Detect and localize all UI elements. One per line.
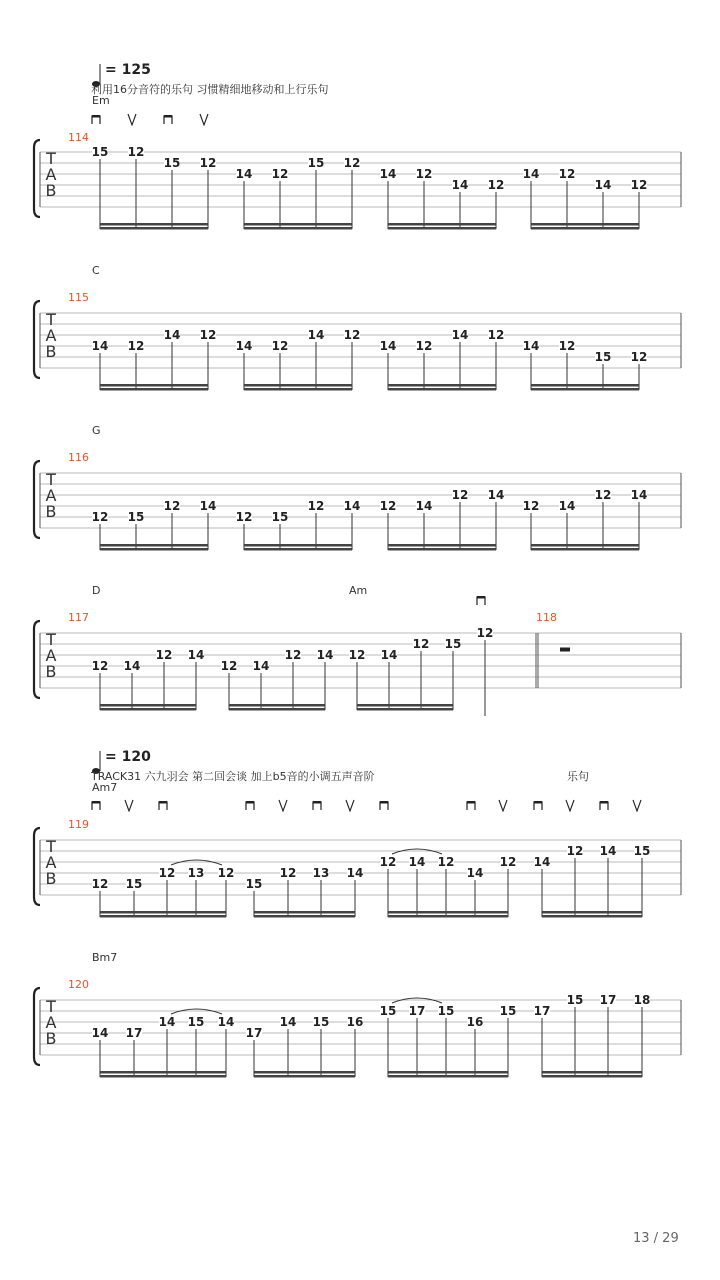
measure-number: 114 [68,131,89,144]
fret-number: 12 [284,648,302,662]
measure-number: 118 [536,611,557,624]
tab-staff [0,132,720,242]
annotation-text: 乐句 [567,770,589,783]
fret-number: 12 [91,659,109,673]
fret-number: 14 [199,499,217,513]
fret-number: 12 [558,339,576,353]
beam [531,384,639,387]
beam [100,223,208,226]
upstroke-icon [128,114,136,125]
beam [531,544,639,547]
beam [100,704,196,707]
staff-bracket [34,301,40,378]
fret-number: 14 [252,659,270,673]
fret-number: 12 [91,510,109,524]
beam [388,548,496,551]
fret-number: 16 [346,1015,364,1029]
staff-bracket [34,988,40,1065]
fret-number: 12 [235,510,253,524]
downstroke-bar [467,801,475,804]
downstroke-bar [380,801,388,804]
fret-number: 12 [630,178,648,192]
tab-clef-a: A [45,1013,57,1032]
fret-number: 14 [379,167,397,181]
chord-symbol: D [92,584,101,597]
beam [244,223,352,226]
fret-number: 14 [158,1015,176,1029]
fret-number: 15 [379,1004,397,1018]
fret-number: 12 [271,167,289,181]
fret-number: 12 [163,499,181,513]
fret-number: 12 [199,328,217,342]
tab-clef-a: A [45,853,57,872]
tab-clef-a: A [45,646,57,665]
tab-clef-a: A [45,326,57,345]
tab-clef-b: B [45,342,57,361]
measure-number: 117 [68,611,89,624]
fret-number: 14 [415,499,433,513]
beam [229,704,325,707]
tempo-value: = 125 [105,62,151,78]
beam [244,548,352,551]
fret-number: 15 [437,1004,455,1018]
fret-number: 17 [125,1026,143,1040]
downstroke-bar [164,115,172,118]
fret-number: 13 [312,866,330,880]
staff-bracket [34,621,40,698]
tab-clef-t: T [46,630,56,649]
tab-clef-b: B [45,1029,57,1048]
fret-number: 15 [633,844,651,858]
tab-clef-a: A [45,165,57,184]
fret-number: 14 [316,648,334,662]
fret-number: 15 [245,877,263,891]
tab-clef-t: T [46,997,56,1016]
fret-number: 14 [279,1015,297,1029]
annotation-text: TRACK31 六九羽会 第二回会谈 加上b5音的小调五声音阶 [91,770,375,783]
beam [244,384,352,387]
fret-number: 14 [343,499,361,513]
beam [100,915,226,918]
fret-number: 15 [127,510,145,524]
fret-number: 17 [599,993,617,1007]
beam [531,548,639,551]
fret-number: 14 [217,1015,235,1029]
fret-number: 14 [163,328,181,342]
fret-number: 12 [487,178,505,192]
beam [100,388,208,391]
fret-number: 15 [125,877,143,891]
fret-number: 12 [437,855,455,869]
staff-bracket [34,828,40,905]
fret-number: 14 [522,339,540,353]
beam [100,227,208,230]
beam [388,384,496,387]
pick-strokes [0,593,720,607]
downstroke-bar [313,801,321,804]
fret-number: 12 [451,488,469,502]
tab-staff [0,293,720,403]
chord-symbol: C [92,264,100,277]
beam [388,1075,508,1078]
fret-number: 14 [558,499,576,513]
fret-number: 12 [158,866,176,880]
downstroke-bar [534,801,542,804]
fret-number: 14 [599,844,617,858]
fret-number: 12 [415,167,433,181]
fret-number: 12 [127,145,145,159]
fret-number: 16 [466,1015,484,1029]
fret-number: 12 [348,648,366,662]
measure-number: 115 [68,291,89,304]
fret-number: 12 [499,855,517,869]
fret-number: 14 [91,1026,109,1040]
beam [100,548,208,551]
beam [388,223,496,226]
downstroke-bar [477,596,485,599]
beam [244,388,352,391]
fret-number: 12 [217,866,235,880]
fret-number: 12 [127,339,145,353]
fret-number: 14 [235,339,253,353]
tab-clef-a: A [45,486,57,505]
beam [388,915,508,918]
fret-number: 12 [415,339,433,353]
staff-bracket [34,461,40,538]
upstroke-icon [279,800,287,811]
beam [388,911,508,914]
beam [244,544,352,547]
fret-number: 15 [312,1015,330,1029]
tab-staff [0,613,720,723]
beam [254,915,355,918]
beam [542,1071,642,1074]
fret-number: 15 [444,637,462,651]
measure-number: 119 [68,818,89,831]
fret-number: 14 [91,339,109,353]
whole-rest [560,648,570,652]
fret-number: 12 [558,167,576,181]
upstroke-icon [346,800,354,811]
beam [542,1075,642,1078]
fret-number: 14 [533,855,551,869]
beam [542,911,642,914]
fret-number: 12 [91,877,109,891]
chord-symbol: Em [92,94,110,107]
measure-number: 120 [68,978,89,991]
fret-number: 12 [220,659,238,673]
beam [100,1071,226,1074]
fret-number: 12 [566,844,584,858]
fret-number: 12 [522,499,540,513]
fret-number: 14 [379,339,397,353]
fret-number: 13 [187,866,205,880]
tab-clef-b: B [45,502,57,521]
beam [100,1075,226,1078]
fret-number: 12 [343,156,361,170]
beam [229,708,325,711]
beam [388,544,496,547]
beam [100,544,208,547]
fret-number: 12 [379,855,397,869]
chord-symbol: G [92,424,101,437]
fret-number: 15 [566,993,584,1007]
fret-number: 12 [343,328,361,342]
fret-number: 17 [408,1004,426,1018]
fret-number: 14 [307,328,325,342]
tab-staff [0,980,720,1090]
tab-clef-b: B [45,181,57,200]
fret-number: 14 [408,855,426,869]
beam [100,708,196,711]
fret-number: 14 [630,488,648,502]
fret-number: 12 [271,339,289,353]
chord-symbol: Am [349,584,368,597]
fret-number: 14 [466,866,484,880]
measure-number: 116 [68,451,89,464]
pick-strokes [0,112,720,126]
beam [542,915,642,918]
fret-number: 12 [412,637,430,651]
tab-clef-t: T [46,470,56,489]
beam [388,1071,508,1074]
upstroke-icon [633,800,641,811]
upstroke-icon [566,800,574,811]
beam [100,911,226,914]
fret-number: 15 [271,510,289,524]
staff-bracket [34,140,40,217]
tab-clef-t: T [46,310,56,329]
beam [254,911,355,914]
upstroke-icon [125,800,133,811]
fret-number: 15 [307,156,325,170]
fret-number: 12 [279,866,297,880]
fret-number: 14 [451,328,469,342]
tab-clef-t: T [46,837,56,856]
fret-number: 14 [594,178,612,192]
fret-number: 15 [163,156,181,170]
beam [254,1071,355,1074]
upstroke-icon [499,800,507,811]
pick-strokes [0,798,720,812]
fret-number: 14 [123,659,141,673]
chord-symbol: Am7 [92,781,118,794]
tab-clef-b: B [45,869,57,888]
beam [244,227,352,230]
beam [100,384,208,387]
fret-number: 17 [533,1004,551,1018]
fret-number: 15 [499,1004,517,1018]
fret-number: 14 [380,648,398,662]
fret-number: 12 [199,156,217,170]
downstroke-bar [600,801,608,804]
fret-number: 15 [594,350,612,364]
fret-number: 17 [245,1026,263,1040]
tempo-value: = 120 [105,749,151,765]
annotation-text: 利用16分音符的乐句 习惯精细地移动和上行乐句 [91,83,329,96]
fret-number: 15 [187,1015,205,1029]
beam [531,223,639,226]
fret-number: 14 [451,178,469,192]
fret-number: 12 [594,488,612,502]
fret-number: 12 [630,350,648,364]
page-number: 13 / 29 [633,1231,679,1246]
beam [357,704,453,707]
fret-number: 14 [522,167,540,181]
beam [531,227,639,230]
downstroke-bar [92,801,100,804]
fret-number: 12 [307,499,325,513]
fret-number: 15 [91,145,109,159]
beam [388,388,496,391]
fret-number: 14 [346,866,364,880]
fret-number: 14 [187,648,205,662]
tab-staff [0,820,720,930]
tab-clef-t: T [46,149,56,168]
downstroke-bar [246,801,254,804]
beam [357,708,453,711]
tab-staff [0,453,720,563]
fret-number: 12 [155,648,173,662]
fret-number: 18 [633,993,651,1007]
downstroke-bar [159,801,167,804]
beam [531,388,639,391]
fret-number: 14 [235,167,253,181]
beam [388,227,496,230]
chord-symbol: Bm7 [92,951,118,964]
tab-clef-b: B [45,662,57,681]
beam [254,1075,355,1078]
fret-number: 14 [487,488,505,502]
fret-number: 12 [476,626,494,640]
upstroke-icon [200,114,208,125]
downstroke-bar [92,115,100,118]
fret-number: 12 [379,499,397,513]
fret-number: 12 [487,328,505,342]
